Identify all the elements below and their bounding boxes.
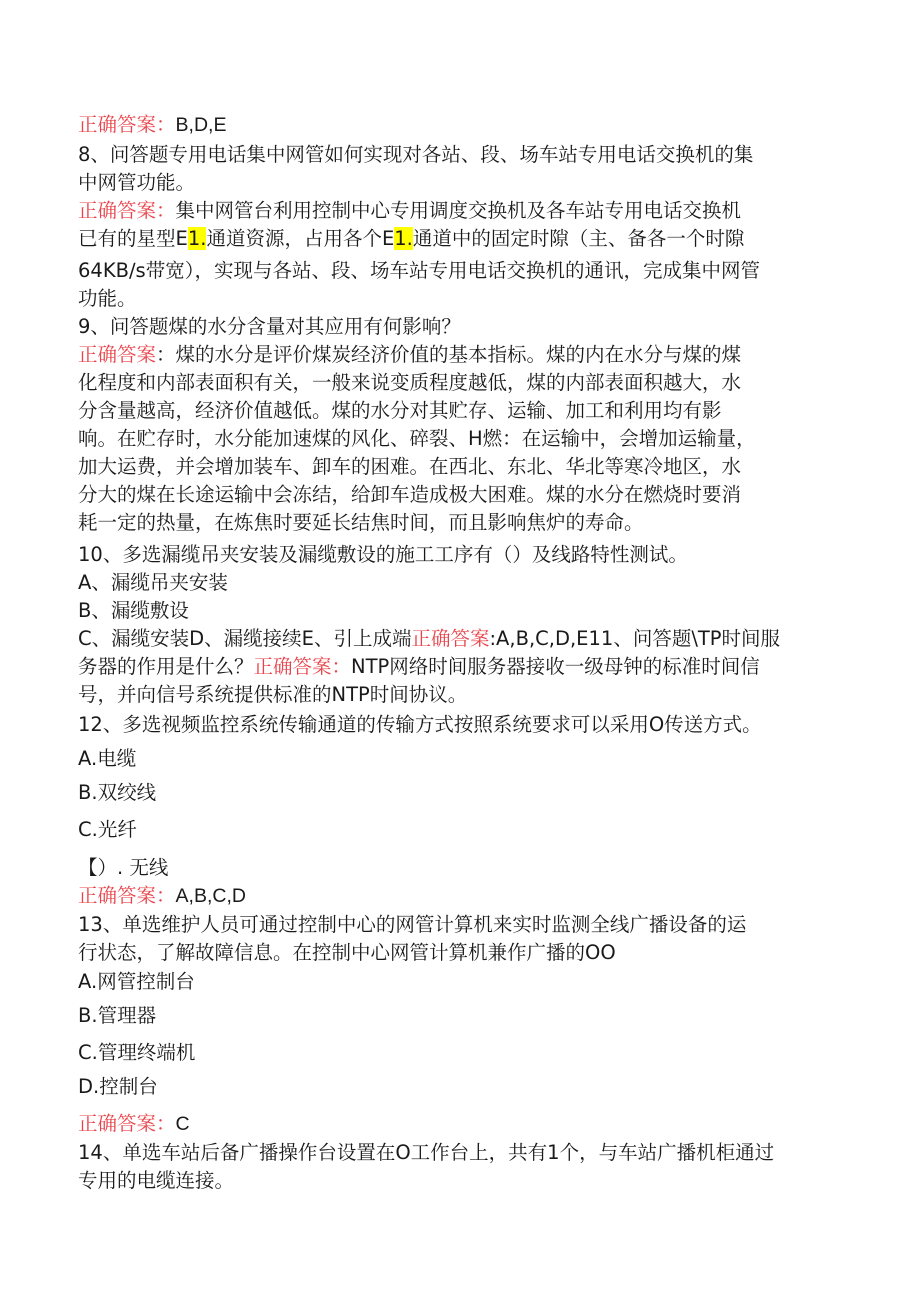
option-c-d-e-and-q11 [78, 627, 848, 651]
answer-line-q7 [78, 113, 848, 137]
answer-8-line-3: 64KB∕s带宽），实现与各站、段、场车站专用电话交换机的通讯，完成集中网管 [78, 259, 760, 282]
question-11-line-2 [78, 655, 848, 679]
answer-label: 正确答案 [411, 627, 490, 650]
answer-8-text-2b: 通道资源，占用各个E [206, 227, 395, 250]
answer-value: :A,B,C,D,E11、问答题\TP时间服 [489, 627, 781, 650]
question-12: 12、多选视频监控系统传输通道的传输方式按照系统要求可以采用O传送方式。 [78, 713, 762, 736]
answer-value: A,B,C,D [175, 885, 246, 907]
answer-9-line-6: 分大的煤在长途运输中会冻结，给卸车造成极大困难。煤的水分在燃烧时要消 [78, 483, 742, 506]
option-b: B、漏缆敷设 [78, 599, 189, 622]
answer-8-text-1: 集中网管台利用控制中心专用调度交换机及各车站专用电话交换机 [175, 199, 742, 222]
question-11-text: 务器的作用是什么？ [78, 655, 254, 678]
answer-9-line-2: 化程度和内部表面积有关，一般来说变质程度越低，煤的内部表面积越大，水 [78, 371, 742, 394]
answer-9-line-3: 分含量越高，经济价值越低。煤的水分对其贮存、运输、加工和利用均有影 [78, 399, 722, 422]
answer-9-line-5: 加大运费，并会增加装车、卸车的困难。在西北、东北、华北等寒冷地区，水 [78, 455, 742, 478]
answer-11-line-2: 号，并向信号系统提供标准的NTP时间协议。 [78, 683, 468, 706]
answer-line-q12 [78, 884, 848, 908]
answer-label: 正确答案： [78, 199, 176, 222]
question-14-line-2: 专用的电缆连接。 [78, 1169, 235, 1192]
answer-11-text-1: NTP网络时间服务器接收一级母钟的标准时间信 [351, 655, 760, 678]
answer-label: 正确答案： [78, 884, 176, 907]
answer-label: 正确答案 [78, 343, 157, 366]
answer-label: 正确答案： [253, 655, 352, 678]
answer-label: 正确答案： [78, 1112, 176, 1135]
option-a: A.网管控制台 [78, 970, 195, 993]
option-c: C.管理终端机 [78, 1041, 196, 1064]
answer-9-line-4: 响。在贮存时，水分能加速煤的风化、碎裂、H燃：在运输中，会增加运输量， [78, 427, 756, 450]
question-10: 10、多选漏缆吊夹安装及漏缆敷设的施工工序有（）及线路特性测试。 [78, 543, 688, 566]
answer-value: C [175, 1113, 190, 1135]
option-b: B.管理器 [78, 1004, 157, 1027]
answer-9-line-1 [78, 343, 848, 367]
answer-8-line-1 [78, 199, 848, 223]
question-8-line-1: 8、问答题专用电话集中网管如何实现对各站、段、场车站专用电话交换机的集 [78, 143, 754, 166]
highlight-mark: 1. [394, 227, 413, 250]
option-c-d-e: C、漏缆安装D、漏缆接续E、引上成端 [78, 627, 412, 650]
question-9: 9、问答题煤的水分含量对其应用有何影响？ [78, 315, 461, 338]
option-a: A.电缆 [78, 747, 137, 770]
answer-8-line-4: 功能。 [78, 287, 137, 310]
option-d: 【）. 无线 [78, 856, 169, 879]
question-14-line-1: 14、单选车站后备广播操作台设置在O工作台上，共有1个，与车站广播机柜通过 [78, 1141, 775, 1164]
option-a: A、漏缆吊夹安装 [78, 571, 228, 594]
answer-value: B,D,E [175, 114, 227, 136]
answer-8-line-2 [78, 227, 848, 251]
option-b: B.双绞线 [78, 781, 157, 804]
answer-line-q13 [78, 1112, 848, 1136]
answer-9-line-7: 耗一定的热量，在炼焦时要延长结焦时间，而且影响焦炉的寿命。 [78, 511, 644, 534]
answer-8-text-2a: 已有的星型E [78, 227, 188, 250]
question-13-line-1: 13、单选维护人员可通过控制中心的网管计算机来实时监测全线广播设备的运 [78, 913, 747, 936]
question-13-line-2: 行状态，了解故障信息。在控制中心网管计算机兼作广播的OO [78, 941, 616, 964]
question-8-line-2: 中网管功能。 [78, 171, 196, 194]
answer-label: 正确答案： [78, 113, 176, 136]
answer-9-text-1: ：煤的水分是评价煤炭经济价值的基本指标。煤的内在水分与煤的煤 [156, 343, 742, 366]
answer-8-text-2c: 通道中的固定时隙（主、备各一个时隙 [412, 227, 745, 250]
option-d: D.控制台 [78, 1075, 158, 1098]
highlight-mark: 1. [187, 227, 207, 250]
option-c: C.光纤 [78, 818, 137, 841]
